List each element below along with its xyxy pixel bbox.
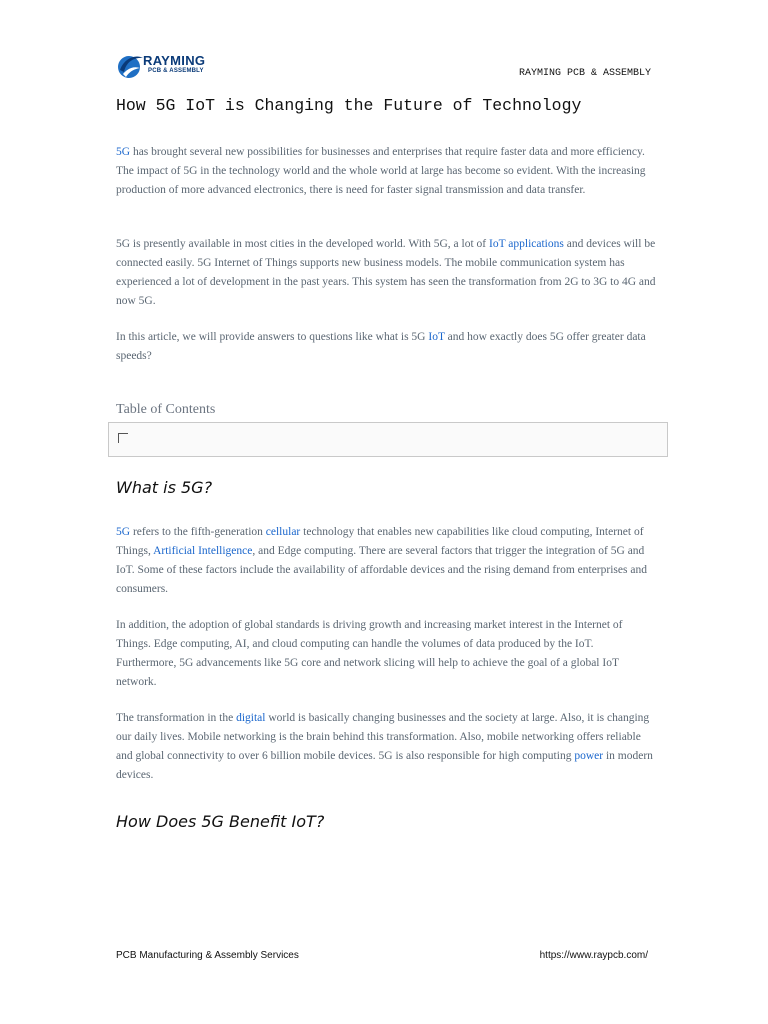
footer-services-text: PCB Manufacturing & Assembly Services xyxy=(116,950,299,961)
toc-container xyxy=(108,422,668,457)
link-power[interactable]: power xyxy=(574,750,604,762)
footer-url[interactable]: https://www.raypcb.com/ xyxy=(539,950,648,961)
intro-paragraph-1 xyxy=(116,143,656,200)
section1-paragraph-3 xyxy=(116,709,656,785)
link-5g[interactable]: 5G xyxy=(116,146,131,158)
link-5g-definition[interactable]: 5G xyxy=(116,526,131,538)
section1-paragraph-3-text-c: in modern devices. xyxy=(116,750,653,781)
section1-paragraph-1-text-b: technology that enables new capabilities like cloud computing, Internet of Things, xyxy=(116,526,644,557)
section-heading-what-is-5g: What is 5G? xyxy=(116,478,213,497)
page-title: How 5G IoT is Changing the Future of Technology xyxy=(116,96,582,115)
intro-paragraph-3 xyxy=(116,328,656,366)
toc-title: Table of Contents xyxy=(116,402,216,417)
link-cellular[interactable]: cellular xyxy=(265,526,301,538)
logo-name: RAYMING xyxy=(143,53,206,68)
section1-paragraph-3-text-b: world is basically changing businesses and the society at large. Also, it is changing our daily lives. Mobile networking is the brain behind this transformation. Also, mobile networking offers reliable and global connectivity to over 6 billion mobile devices. 5G is also responsible for high computing xyxy=(116,712,650,762)
rayming-logo xyxy=(116,52,226,82)
intro-paragraph-2 xyxy=(116,235,656,311)
logo-swoosh-icon xyxy=(116,52,144,80)
link-artificial-intelligence[interactable]: Artificial Intelligence xyxy=(153,545,253,557)
section1-paragraph-1-text-c: , and Edge computing. There are several factors that trigger the integration of 5G and IoT. Some of these factors include the availability of affordable devices and the rising demand from enterprises and consumers. xyxy=(116,545,647,595)
link-iot[interactable]: IoT xyxy=(428,331,445,343)
section1-paragraph-3-text-a: The transformation in the xyxy=(116,712,237,724)
section1-paragraph-1-text-a: refers to the fifth-generation xyxy=(130,526,266,538)
link-iot-applications[interactable]: IoT applications xyxy=(489,238,564,250)
intro-paragraph-3-text-a: In this article, we will provide answers to questions like what is 5G xyxy=(116,331,429,343)
intro-paragraph-2-text-b: and devices will be connected easily. 5G Internet of Things supports new business models. The mobile communication system has experienced a lot of development in the past years. This system has seen the transformation from 2G to 3G to 4G and now 5G. xyxy=(116,238,656,307)
logo-subtitle: PCB & ASSEMBLY xyxy=(148,68,204,74)
intro-paragraph-1-text: has brought several new possibilities for businesses and enterprises that require faster data and more efficiency. The impact of 5G in the technology world and the whole world at large has become so evident. With the increasing production of more advanced electronics, there is need for faster signal transmission and data transfer. xyxy=(116,146,646,196)
intro-paragraph-2-text-a: 5G is presently available in most cities in the developed world. With 5G, a lot of xyxy=(116,238,489,250)
toc-toggle-icon[interactable] xyxy=(118,433,128,443)
section1-paragraph-1 xyxy=(116,523,656,599)
header-company-name: RAYMING PCB & ASSEMBLY xyxy=(518,68,651,79)
intro-paragraph-3-text-b: and how exactly does 5G offer greater data speeds? xyxy=(116,331,646,362)
section-heading-5g-benefit-iot: How Does 5G Benefit IoT? xyxy=(116,812,325,831)
section1-paragraph-2: In addition, the adoption of global standards is driving growth and increasing market interest in the Internet of Things. Edge computing, AI, and cloud computing can handle the volumes of data produced by the IoT. Furthermore, 5G advancements like 5G core and network slicing will help to achieve the goal of a global IoT network. xyxy=(116,619,623,688)
link-digital[interactable]: digital xyxy=(236,712,266,724)
